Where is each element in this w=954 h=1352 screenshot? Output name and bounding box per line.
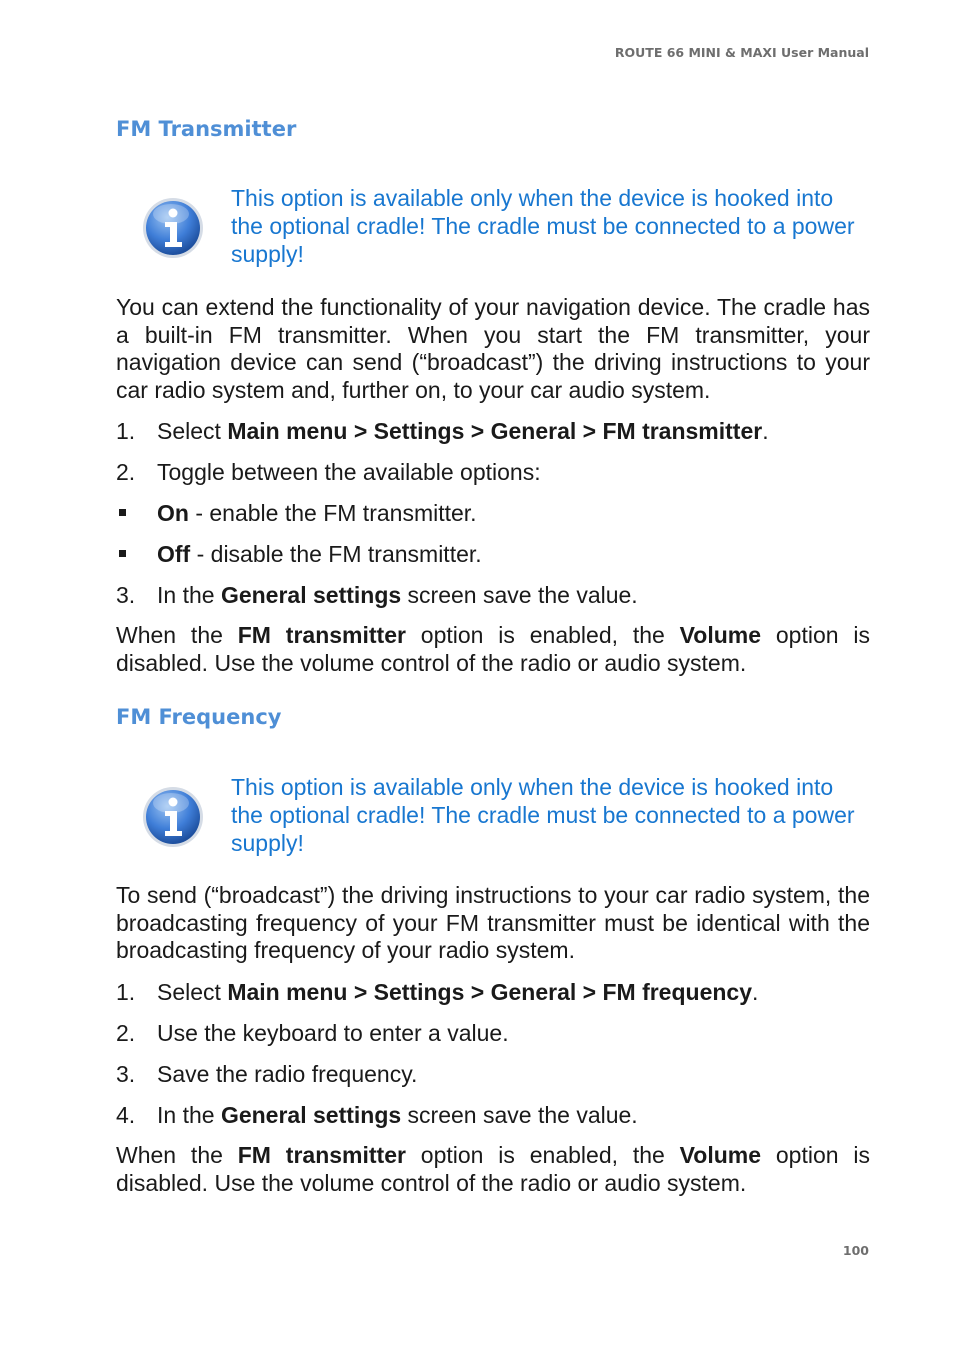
running-header: ROUTE 66 MINI & MAXI User Manual <box>614 45 869 60</box>
list-item <box>116 417 870 447</box>
list-item <box>116 978 870 1008</box>
list-number: 2. <box>116 459 136 485</box>
step-text: Use the keyboard to enter a value. <box>157 1020 509 1046</box>
screen-name: General settings <box>220 1102 402 1128</box>
step-text-end: screen save the value. <box>401 582 638 608</box>
intro-paragraph: You can extend the functionality of your navigation device. The cradle has a built-in FM transmitter. When you start the FM transmitter, your navigation device can send (“broadcast”) the driving instructions to your car radio system and, further on, to your car audio system. <box>116 294 870 403</box>
step-text-end: . <box>752 979 759 1005</box>
closing-paragraph: When the FM transmitter option is enabled, the Volume option is disabled. Use the volume control of the radio or audio system. <box>116 622 871 676</box>
intro-paragraph: To send (“broadcast”) the driving instructions to your car radio system, the broadcasting frequency of your FM transmitter must be identical with the broadcasting frequency of your radio system. <box>116 882 870 963</box>
list-item <box>116 1019 870 1049</box>
option-description: - disable the FM transmitter. <box>190 541 482 567</box>
menu-path: Main menu > Settings > General > FM frequency <box>227 979 752 1005</box>
list-item <box>116 458 870 488</box>
section-heading-fm-frequency: FM Frequency <box>116 705 282 729</box>
option-name: Off <box>157 541 191 567</box>
section-heading-fm-transmitter: FM Transmitter <box>116 117 297 141</box>
bullet-item <box>116 540 870 570</box>
option-description: - enable the FM transmitter. <box>188 500 477 526</box>
list-number: 4. <box>116 1102 136 1128</box>
step-text: In the <box>157 1102 221 1128</box>
screen-name: General settings <box>220 582 402 608</box>
square-bullet-icon <box>119 509 126 516</box>
info-icon <box>141 785 205 849</box>
info-note-text: This option is available only when the device is hooked into the optional cradle! The cradle must be connected to a power supply! <box>231 774 855 856</box>
list-number: 3. <box>116 582 136 608</box>
square-bullet-icon <box>119 550 126 557</box>
list-number: 1. <box>116 418 136 444</box>
info-icon <box>141 196 205 260</box>
bullet-item <box>116 499 870 529</box>
list-item <box>116 1101 870 1131</box>
info-note-text: This option is available only when the device is hooked into the optional cradle! The cradle must be connected to a power supply! <box>231 185 855 267</box>
info-note <box>116 773 870 873</box>
step-text-end: screen save the value. <box>401 1102 638 1128</box>
closing-paragraph: When the FM transmitter option is enabled, the Volume option is disabled. Use the volume control of the radio or audio system. <box>116 1142 871 1196</box>
option-name: On <box>157 500 189 526</box>
page-number: 100 <box>842 1243 869 1258</box>
step-text: Toggle between the available options: <box>157 459 541 485</box>
list-item <box>116 1060 870 1090</box>
list-number: 2. <box>116 1020 136 1046</box>
step-text-end: . <box>762 418 769 444</box>
list-number: 3. <box>116 1061 136 1087</box>
list-item <box>116 581 870 611</box>
step-text: In the <box>157 582 221 608</box>
step-text: Select <box>157 979 228 1005</box>
info-note <box>116 184 870 284</box>
step-text: Save the radio frequency. <box>157 1061 418 1087</box>
step-text: Select <box>157 418 228 444</box>
menu-path: Main menu > Settings > General > FM transmitter <box>227 418 763 444</box>
list-number: 1. <box>116 979 136 1005</box>
